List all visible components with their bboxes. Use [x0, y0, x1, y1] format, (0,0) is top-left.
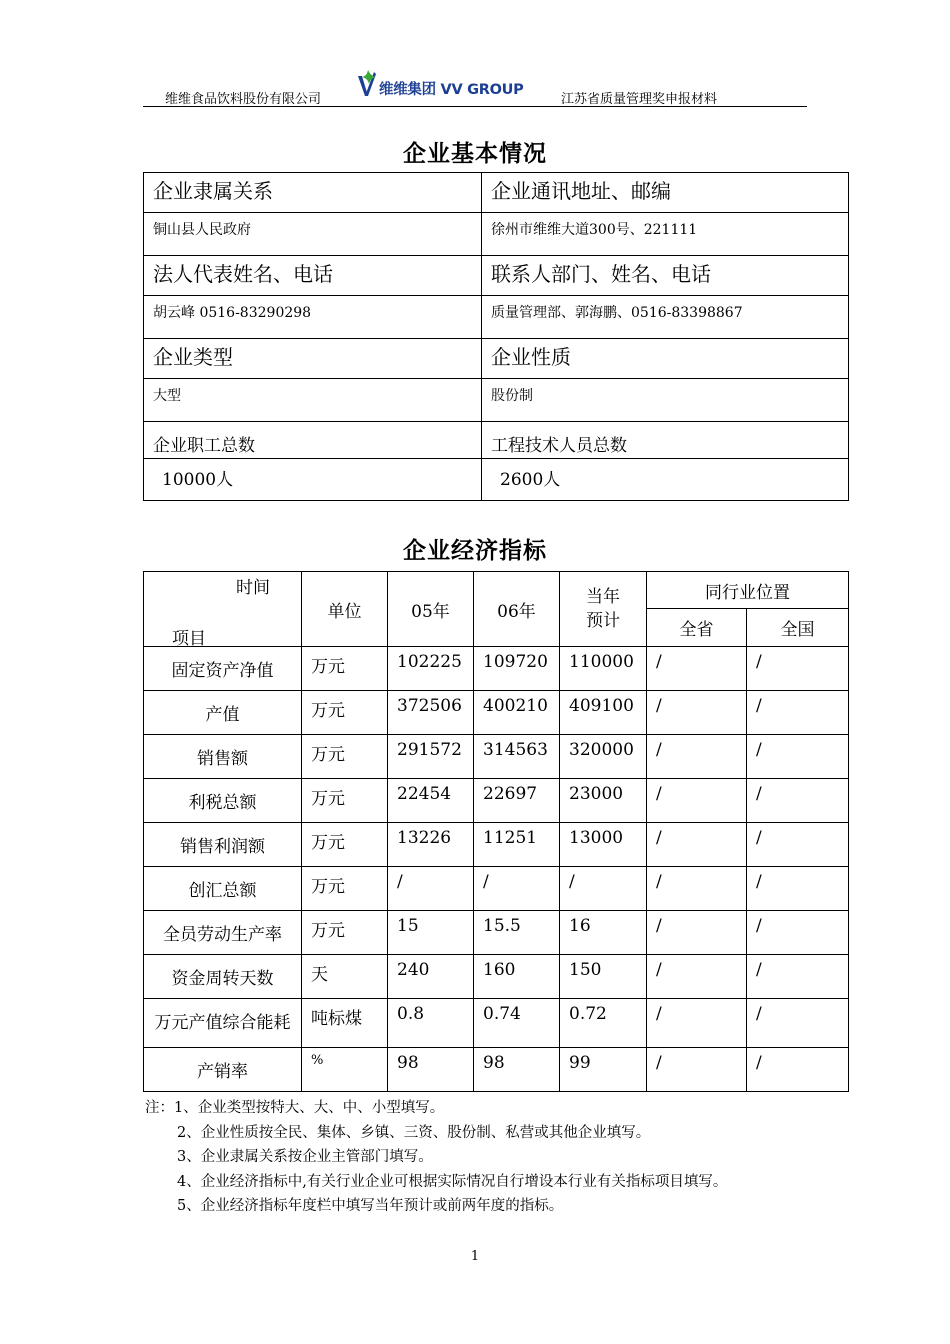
table-row: [144, 213, 849, 256]
national-rank: /: [747, 999, 849, 1048]
national-rank: /: [747, 691, 849, 735]
enterprise-nature-label: 企业性质: [482, 339, 849, 379]
province-rank: /: [647, 911, 747, 955]
value-2006: 15.5: [474, 911, 560, 955]
value-2005: 22454: [388, 779, 474, 823]
legal-rep-value: 胡云峰 0516-83290298: [144, 296, 482, 339]
item-name: 销售利润额: [144, 823, 302, 867]
unit-header: 单位: [302, 572, 388, 647]
value-forecast: 0.72: [560, 999, 647, 1048]
unit: 万元: [302, 735, 388, 779]
value-2005: /: [388, 867, 474, 911]
value-2005: 240: [388, 955, 474, 999]
value-2006: 400210: [474, 691, 560, 735]
forecast-header-line2: 预计: [586, 611, 620, 631]
national-rank: /: [747, 911, 849, 955]
value-forecast: 23000: [560, 779, 647, 823]
value-forecast: 13000: [560, 823, 647, 867]
year-06-header: 06年: [474, 572, 560, 647]
note-line: 注：1、企业类型按特大、大、中、小型填写。: [145, 1100, 445, 1116]
national-rank: /: [747, 1048, 849, 1092]
note-line: 5、企业经济指标年度栏中填写当年预计或前两年度的指标。: [177, 1198, 564, 1214]
unit: 天: [302, 955, 388, 999]
enterprise-type-label: 企业类型: [144, 339, 482, 379]
unit: 万元: [302, 867, 388, 911]
address-label: 企业通讯地址、邮编: [482, 173, 849, 213]
item-name: 资金周转天数: [144, 955, 302, 999]
national-rank: /: [747, 823, 849, 867]
item-name: 创汇总额: [144, 867, 302, 911]
note-line: 2、企业性质按全民、集体、乡镇、三资、股份制、私营或其他企业填写。: [177, 1124, 651, 1141]
national-rank: /: [747, 867, 849, 911]
unit: 万元: [302, 823, 388, 867]
table-row: [144, 955, 849, 999]
table-row: [144, 296, 849, 339]
province-rank: /: [647, 647, 747, 691]
section-title-basic-info: 企业基本情况: [403, 140, 547, 167]
table-row: [144, 173, 849, 213]
economic-indicators-table: [143, 571, 849, 1092]
value-2005: 15: [388, 911, 474, 955]
item-name: 固定资产净值: [144, 647, 302, 691]
table-row: [144, 647, 849, 691]
vv-group-logo: [356, 66, 531, 100]
contact-label: 联系人部门、姓名、电话: [482, 256, 849, 296]
section-title-economic-indicators: 企业经济指标: [403, 537, 547, 564]
province-rank: /: [647, 691, 747, 735]
table-row: [144, 867, 849, 911]
value-2006: /: [474, 867, 560, 911]
value-2005: 102225: [388, 647, 474, 691]
table-row: [144, 256, 849, 296]
province-rank: /: [647, 735, 747, 779]
report-title: 江苏省质量管理奖申报材料: [561, 92, 718, 107]
value-2006: 160: [474, 955, 560, 999]
value-forecast: 16: [560, 911, 647, 955]
enterprise-type-value: 大型: [144, 379, 482, 422]
time-header: 时间: [236, 578, 270, 598]
staff-total-value: 10000人: [144, 459, 482, 501]
engineers-total-value: 2600人: [482, 459, 849, 501]
province-rank: /: [647, 779, 747, 823]
unit: 万元: [302, 691, 388, 735]
enterprise-nature-value: 股份制: [482, 379, 849, 422]
item-name: 全员劳动生产率: [144, 911, 302, 955]
table-row: [144, 911, 849, 955]
item-name: 销售额: [144, 735, 302, 779]
notes: [145, 1096, 727, 1219]
forecast-header-line1: 当年: [586, 587, 620, 607]
value-2005: 98: [388, 1048, 474, 1092]
page-number: 1: [470, 1249, 480, 1264]
table-row: [144, 379, 849, 422]
value-2006: 109720: [474, 647, 560, 691]
item-name: 产销率: [144, 1048, 302, 1092]
forecast-header: [560, 572, 647, 647]
table-row: [144, 779, 849, 823]
table-row: [144, 735, 849, 779]
province-rank: /: [647, 999, 747, 1048]
legal-rep-label: 法人代表姓名、电话: [144, 256, 482, 296]
page-header: [143, 64, 807, 107]
value-2006: 314563: [474, 735, 560, 779]
province-header: 全省: [647, 609, 747, 647]
value-2006: 11251: [474, 823, 560, 867]
province-rank: /: [647, 1048, 747, 1092]
unit: 万元: [302, 647, 388, 691]
unit: 万元: [302, 779, 388, 823]
value-forecast: 320000: [560, 735, 647, 779]
logo-text: 维维集团 VV GROUP: [379, 82, 524, 98]
value-2005: 291572: [388, 735, 474, 779]
province-rank: /: [647, 823, 747, 867]
company-name: 维维食品饮料股份有限公司: [165, 92, 322, 107]
table-row: [144, 691, 849, 735]
national-rank: /: [747, 647, 849, 691]
national-rank: /: [747, 955, 849, 999]
table-row: [144, 422, 849, 459]
value-forecast: 409100: [560, 691, 647, 735]
affiliation-value: 铜山县人民政府: [144, 213, 482, 256]
note-line: 4、企业经济指标中,有关行业企业可根据实际情况自行增设本行业有关指标项目填写。: [177, 1173, 728, 1190]
item-name: 万元产值综合能耗: [144, 999, 302, 1048]
value-2006: 98: [474, 1048, 560, 1092]
value-forecast: 99: [560, 1048, 647, 1092]
province-rank: /: [647, 867, 747, 911]
table-row: [144, 339, 849, 379]
table-header-row: [144, 572, 849, 609]
basic-info-table: [143, 172, 849, 501]
value-forecast: 110000: [560, 647, 647, 691]
vv-logo-icon: [356, 68, 378, 98]
affiliation-label: 企业隶属关系: [144, 173, 482, 213]
unit: %: [302, 1048, 388, 1092]
national-rank: /: [747, 779, 849, 823]
item-name: 产值: [144, 691, 302, 735]
value-2005: 372506: [388, 691, 474, 735]
table-row: [144, 823, 849, 867]
contact-value: 质量管理部、郭海鹏、0516-83398867: [482, 296, 849, 339]
note-line: 3、企业隶属关系按企业主管部门填写。: [177, 1149, 433, 1165]
national-header: 全国: [747, 609, 849, 647]
national-rank: /: [747, 735, 849, 779]
unit: 吨标煤: [302, 999, 388, 1048]
province-rank: /: [647, 955, 747, 999]
value-2005: 0.8: [388, 999, 474, 1048]
value-2005: 13226: [388, 823, 474, 867]
value-forecast: 150: [560, 955, 647, 999]
unit: 万元: [302, 911, 388, 955]
value-forecast: /: [560, 867, 647, 911]
value-2006: 0.74: [474, 999, 560, 1048]
table-row: [144, 459, 849, 501]
table-row: [144, 999, 849, 1048]
year-05-header: 05年: [388, 572, 474, 647]
item-name: 利税总额: [144, 779, 302, 823]
staff-total-label: 企业职工总数: [144, 422, 482, 459]
value-2006: 22697: [474, 779, 560, 823]
item-header: 项目: [172, 629, 206, 649]
address-value: 徐州市维维大道300号、221111: [482, 213, 849, 256]
table-row: [144, 1048, 849, 1092]
peer-position-header: 同行业位置: [647, 572, 849, 609]
indicator-rows: [144, 647, 849, 1092]
engineers-total-label: 工程技术人员总数: [482, 422, 849, 459]
time-item-header: [144, 572, 302, 647]
